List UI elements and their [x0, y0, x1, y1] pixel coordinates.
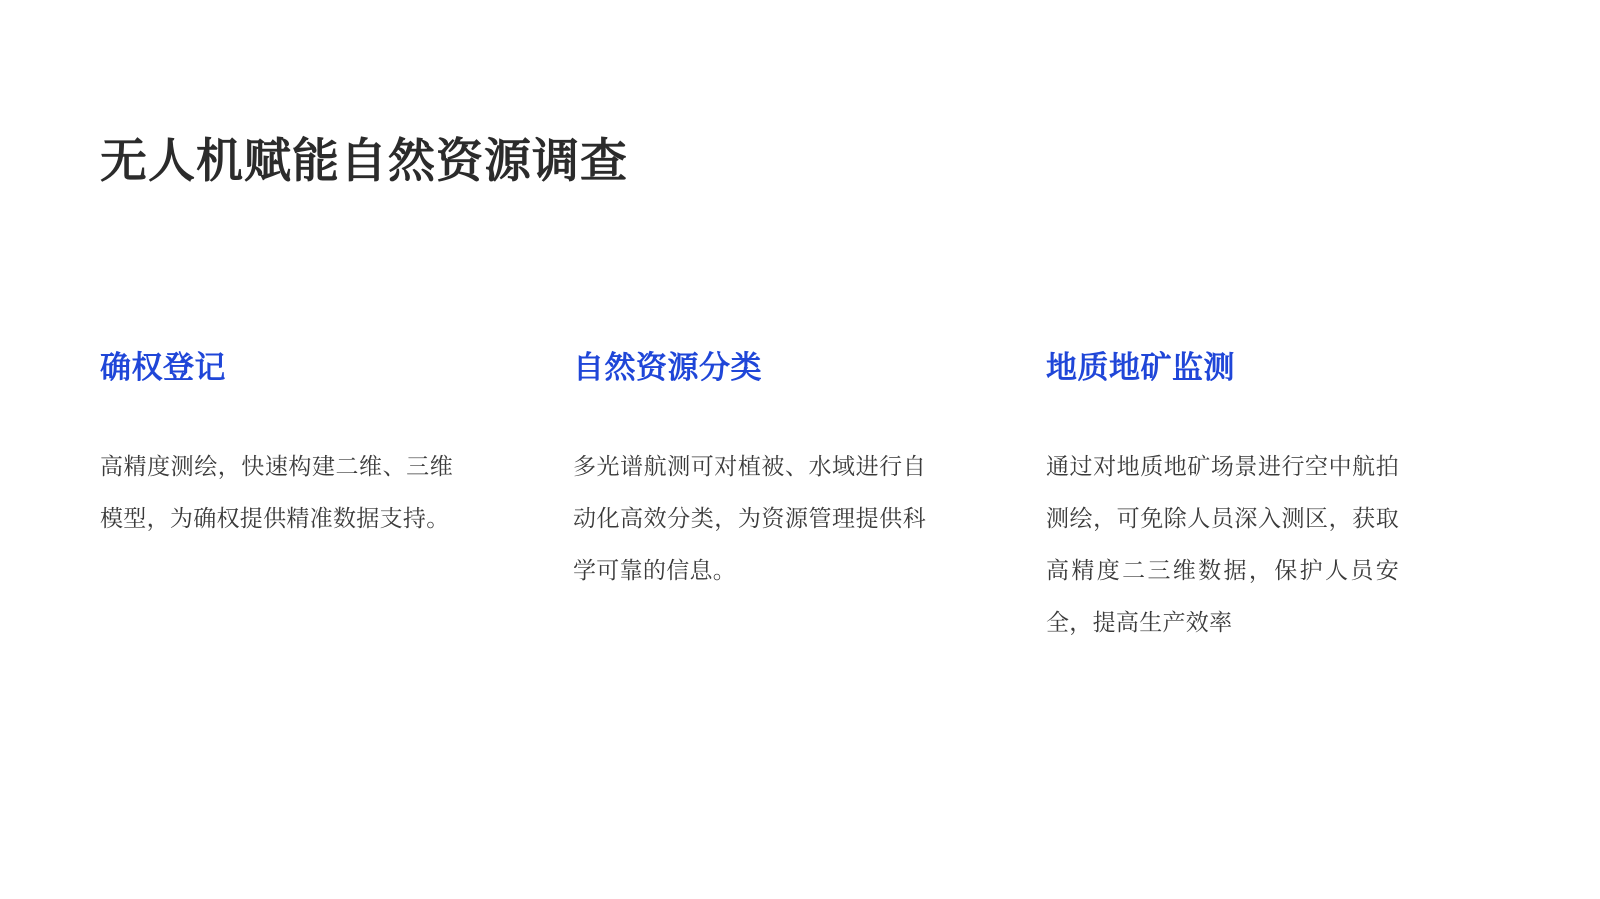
feature-heading-3: 地质地矿监测	[1046, 350, 1235, 385]
feature-column-2	[573, 348, 926, 596]
feature-column-3	[1046, 348, 1399, 648]
feature-body-2: 多光谱航测可对植被、水域进行自动化高效分类，为资源管理提供科学可靠的信息。	[573, 453, 926, 584]
feature-body-3: 通过对地质地矿场景进行空中航拍测绘，可免除人员深入测区，获取高精度二三维数据，保护人员安全，提高生产效率	[1046, 453, 1399, 636]
feature-columns	[100, 348, 1500, 648]
page-title: 无人机赋能自然资源调查	[100, 134, 628, 188]
feature-heading-1: 确权登记	[100, 350, 226, 385]
feature-body-1: 高精度测绘，快速构建二维、三维模型，为确权提供精准数据支持。	[100, 453, 453, 532]
feature-column-1	[100, 348, 453, 544]
feature-heading-2: 自然资源分类	[573, 350, 762, 385]
